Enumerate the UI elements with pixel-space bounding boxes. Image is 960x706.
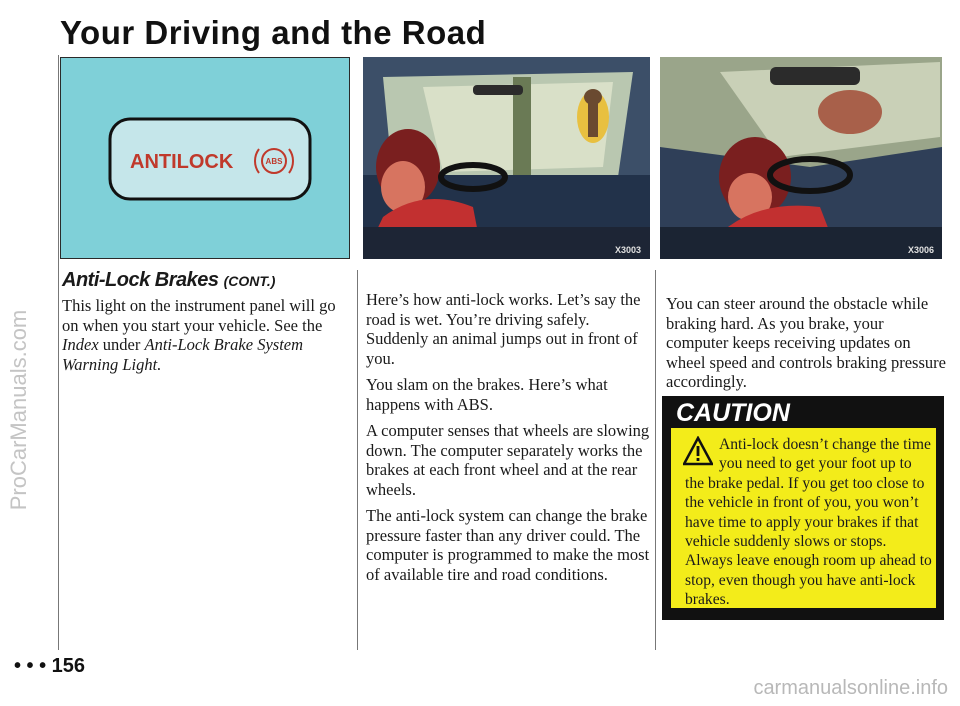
antilock-indicator-text: ANTILOCK — [130, 151, 234, 173]
column-1-text — [62, 296, 350, 381]
column-rule-right — [655, 270, 656, 650]
col1-text-start: This light on the instrument panel will go on when you start your vehicle. See the — [62, 296, 336, 335]
column-2-paragraph: You slam on the brakes. Here’s what happens with ABS. — [366, 375, 608, 414]
abs-symbol-text: ABS — [265, 157, 283, 166]
column-1-paragraph — [62, 296, 350, 374]
caution-text-container — [685, 435, 933, 610]
column-rule-left — [58, 55, 59, 650]
column-rule-middle — [357, 270, 358, 650]
driver-sees-animal-figure — [363, 57, 650, 259]
section-heading — [62, 269, 275, 292]
page-number: • • • 156 — [14, 655, 86, 677]
index-reference: Index — [62, 335, 99, 354]
driver-sees-animal-illustration — [363, 57, 650, 259]
column-3-text — [666, 294, 948, 399]
caution-body — [671, 428, 936, 608]
figure-code-x3006: X3006 — [907, 245, 934, 255]
column-2-paragraph: Here’s how anti-lock works. Let’s say the road is wet. You’re driving safely. Suddenly an animal jumps out in front of you. — [366, 290, 641, 368]
side-watermark — [2, 160, 36, 660]
warning-light-reference: Anti-Lock Brake System Warning Light. — [62, 335, 304, 374]
warning-triangle-icon — [683, 436, 713, 466]
page-title: Your Driving and the Road — [60, 14, 487, 51]
caution-box — [662, 396, 944, 620]
caution-title: CAUTION — [676, 399, 790, 427]
col1-text-mid: under — [98, 335, 145, 354]
side-watermark-text: ProCarManuals.com — [6, 309, 31, 511]
column-2-paragraph: A computer senses that wheels are slowing down. The computer separately works the brakes at each front wheel and at the rear wheels. — [366, 421, 650, 499]
column-3-paragraph: You can steer around the obstacle while braking hard. As you brake, your computer keeps receiving updates on wheel speed and controls braking pressure accordingly. — [666, 294, 946, 391]
antilock-indicator-figure — [60, 57, 350, 259]
section-heading-text: Anti-Lock Brakes — [62, 269, 219, 291]
driver-steers-illustration — [660, 57, 942, 259]
figure-code-x3003: X3003 — [614, 245, 641, 255]
antilock-indicator-illustration — [60, 57, 350, 259]
column-2-text — [366, 290, 651, 591]
caution-text: Anti-lock doesn’t change the time you need to get your foot up to the brake pedal. If you get too close to the vehicle in front of you, you won’t have time to apply your brakes if that vehicle suddenly slows or stops. Always leave enough room up ahead to stop, even though you have anti-lock brakes. — [685, 436, 932, 609]
bottom-watermark: carmanualsonline.info — [753, 677, 948, 699]
driver-steers-figure — [660, 57, 942, 259]
section-heading-continued: (CONT.) — [223, 273, 276, 289]
column-2-paragraph: The anti-lock system can change the brake pressure faster than any driver could. The computer is programmed to make the most of available tire and road conditions. — [366, 506, 650, 584]
